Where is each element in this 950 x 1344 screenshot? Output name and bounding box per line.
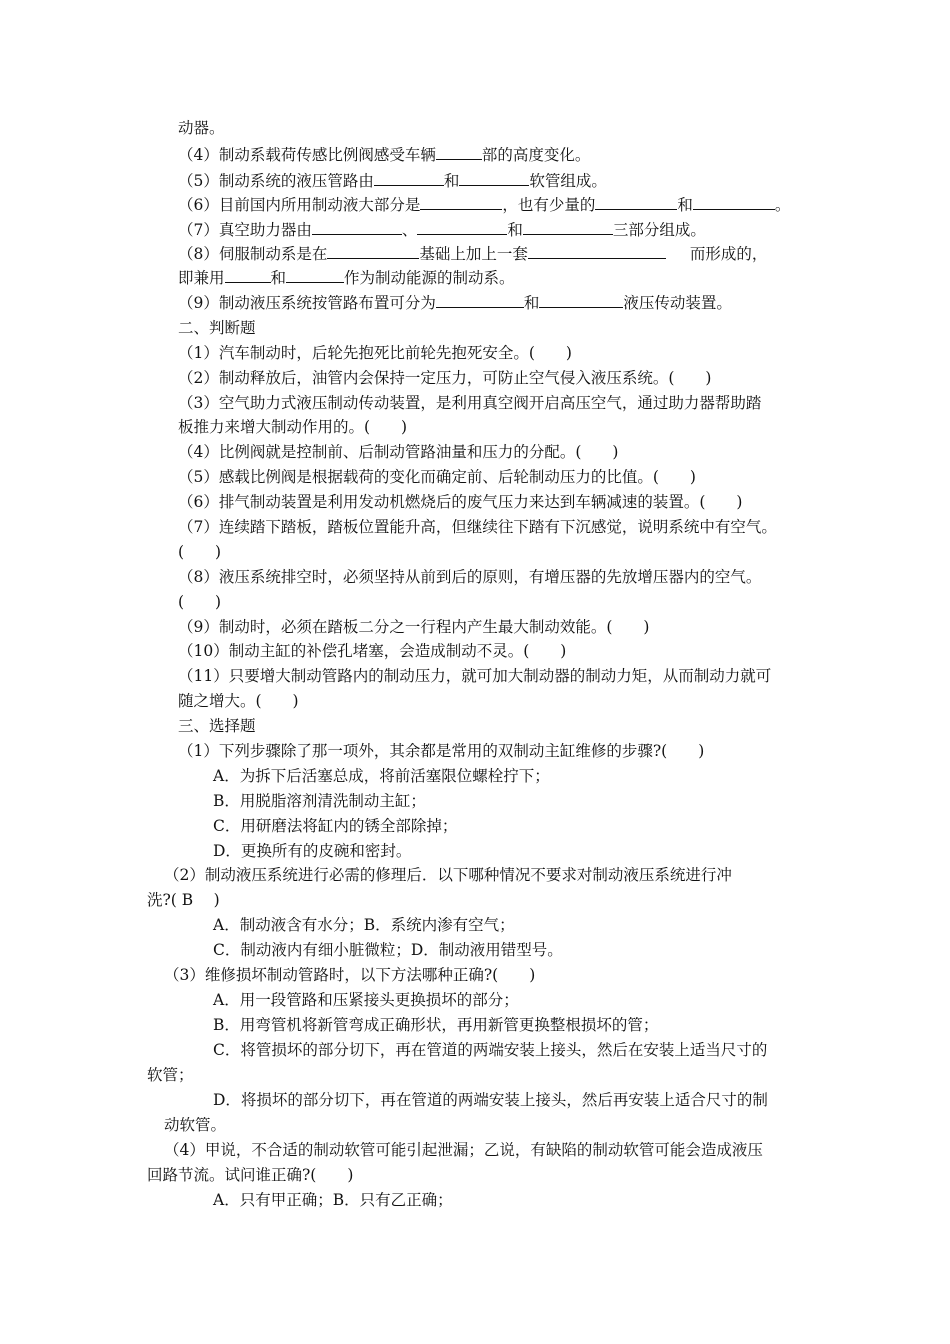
choice-question-3: （3）维修损坏制动管路时，以下方法哪种正确?( )	[164, 966, 536, 984]
choice-option: D．更换所有的皮碗和密封。	[213, 842, 412, 860]
fill-blank-question-9: （9）制动液压系统按管路布置可分为 和 液压传动装置。	[178, 294, 732, 312]
choice-question-4-cont: 回路节流。试问谁正确?( )	[147, 1166, 354, 1184]
judgement-question-1: （1）汽车制动时，后轮先抱死比前轮先抱死安全。( )	[178, 344, 572, 362]
choice-option: A．用一段管路和压紧接头更换损坏的部分；	[213, 991, 519, 1009]
answer-blank	[312, 220, 402, 235]
answer-blank	[286, 268, 344, 283]
judgement-question-7-cont: ( )	[178, 543, 222, 561]
answer-blank	[374, 171, 444, 186]
fill-blank-question-7: （7）真空助力器由 、 和 三部分组成。	[178, 221, 706, 239]
judgement-question-4: （4）比例阀就是控制前、后制动管路油量和压力的分配。( )	[178, 443, 619, 461]
section-heading-judgement: 二、判断题	[178, 319, 256, 337]
answer-blank	[420, 195, 502, 210]
judgement-question-11: （11）只要增大制动管路内的制动压力，就可加大制动器的制动力矩，从而制动力就可	[178, 667, 772, 685]
answer-blank	[523, 220, 613, 235]
choice-option: D．将损坏的部分切下，再在管道的两端安装上接头，然后再安装上适合尺寸的制	[213, 1091, 768, 1109]
fill-blank-question-5: （5）制动系统的液压管路由 和 软管组成。	[178, 172, 607, 190]
answer-blank	[459, 171, 529, 186]
answer-blank	[436, 145, 482, 160]
judgement-question-7: （7）连续踏下踏板，踏板位置能升高，但继续往下踏有下沉感觉，说明系统中有空气。	[178, 518, 777, 536]
choice-option: A．只有甲正确；B．只有乙正确；	[213, 1191, 453, 1209]
answer-blank	[528, 244, 666, 259]
judgement-question-6: （6）排气制动装置是利用发动机燃烧后的废气压力来达到车辆减速的装置。( )	[178, 493, 743, 511]
choice-option-cont: 动软管。	[164, 1116, 227, 1134]
judgement-question-8: （8）液压系统排空时，必须坚持从前到后的原则，有增压器的先放增压器内的空气。	[178, 568, 762, 586]
section-heading-choice: 三、选择题	[178, 717, 256, 735]
choice-option: C．将管损坏的部分切下，再在管道的两端安装上接头，然后在安装上适当尺寸的	[213, 1041, 768, 1059]
judgement-question-5: （5）感载比例阀是根据载荷的变化而确定前、后轮制动压力的比值。( )	[178, 468, 696, 486]
fill-blank-question-8: （8）伺服制动系是在 基础上加上一套 而形成的，	[178, 245, 768, 263]
choice-option: B．用脱脂溶剂清洗制动主缸；	[213, 792, 426, 810]
choice-option: A．为拆下后活塞总成，将前活塞限位螺栓拧下；	[213, 767, 550, 785]
answer-blank	[327, 244, 419, 259]
choice-option-cont: 软管；	[147, 1066, 194, 1084]
text-line: 动器。	[178, 119, 225, 137]
fill-blank-question-8-cont: 即兼用 和 作为制动能源的制动系。	[178, 269, 515, 287]
choice-option: C．用研磨法将缸内的锈全部除掉；	[213, 817, 458, 835]
choice-option: A．制动液含有水分；B．系统内渗有空气；	[213, 916, 515, 934]
judgement-question-2: （2）制动释放后，油管内会保持一定压力，可防止空气侵入液压系统。( )	[178, 369, 712, 387]
judgement-question-10: （10）制动主缸的补偿孔堵塞，会造成制动不灵。( )	[178, 642, 567, 660]
answer-blank	[436, 293, 524, 308]
judgement-question-9: （9）制动时，必须在踏板二分之一行程内产生最大制动效能。( )	[178, 618, 650, 636]
answer-blank	[693, 195, 775, 210]
answer-blank	[225, 268, 271, 283]
answer-blank	[539, 293, 623, 308]
choice-option: B．用弯管机将新管弯成正确形状，再用新管更换整根损坏的管；	[213, 1016, 659, 1034]
answer-blank	[417, 220, 507, 235]
choice-question-4: （4）甲说，不合适的制动软管可能引起泄漏；乙说，有缺陷的制动软管可能会造成液压	[164, 1141, 763, 1159]
judgement-question-3: （3）空气助力式液压制动传动装置，是利用真空阀开启高压空气，通过助力器帮助踏	[178, 394, 762, 412]
choice-question-1: （1）下列步骤除了那一项外，其余都是常用的双制动主缸维修的步骤?( )	[178, 742, 705, 760]
judgement-question-3-cont: 板推力来增大制动作用的。( )	[178, 418, 408, 436]
answer-blank	[595, 195, 677, 210]
choice-option: C．制动液内有细小脏微粒；D．制动液用错型号。	[213, 941, 563, 959]
choice-question-2-cont: 洗?( B )	[147, 891, 220, 909]
judgement-question-8-cont: ( )	[178, 593, 222, 611]
choice-question-2: （2）制动液压系统进行必需的修理后．以下哪种情况不要求对制动液压系统进行冲	[164, 866, 732, 884]
judgement-question-11-cont: 随之增大。( )	[178, 692, 299, 710]
fill-blank-question-6: （6）目前国内所用制动液大部分是 ，也有少量的 和 。	[178, 196, 791, 214]
fill-blank-question-4: （4）制动系载荷传感比例阀感受车辆 部的高度变化。	[178, 146, 591, 164]
